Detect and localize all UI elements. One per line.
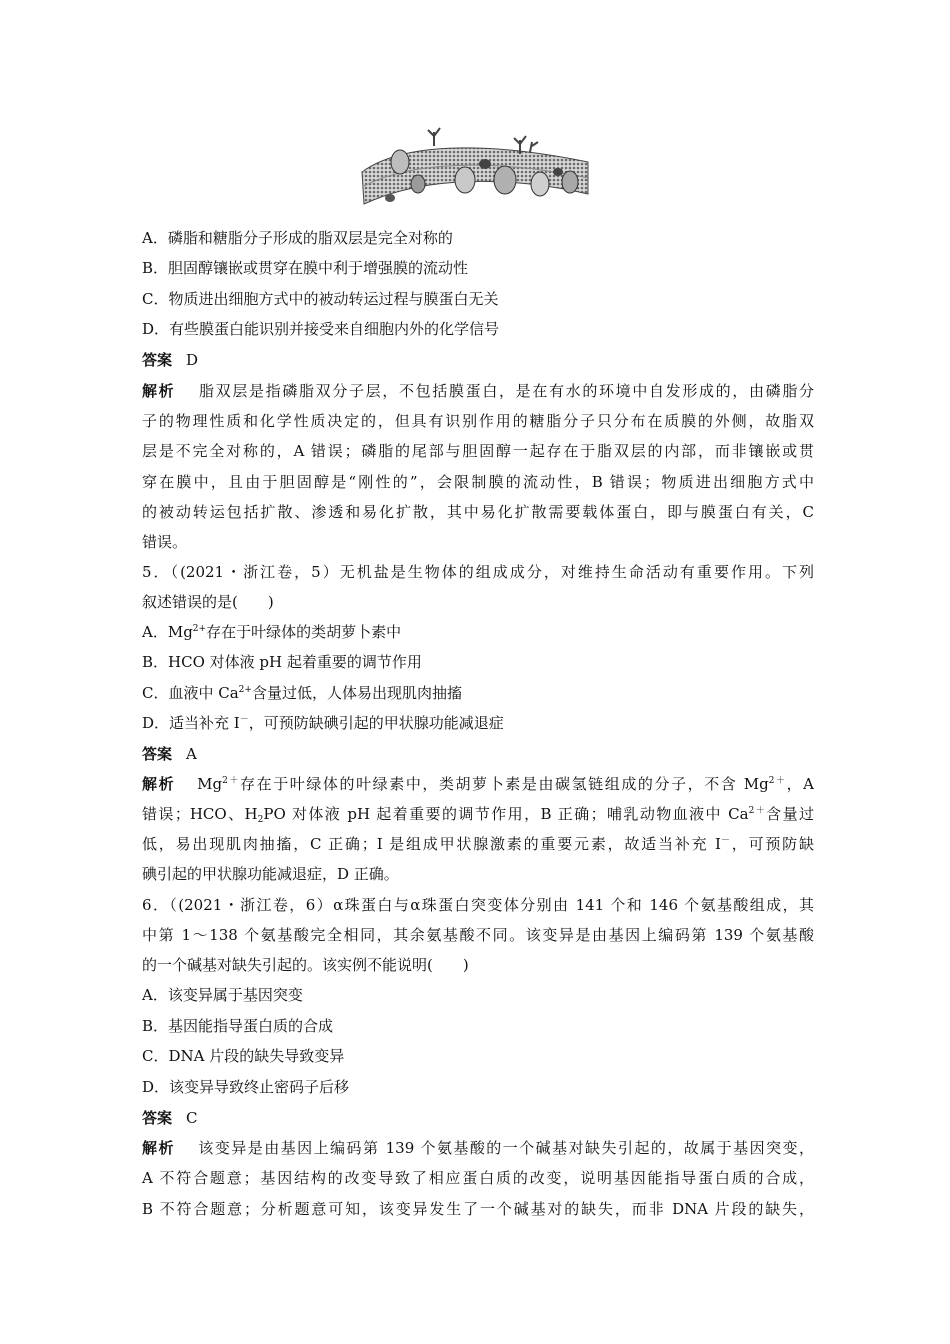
q4-option-d: D．有些膜蛋白能识别并接受来自细胞内外的化学信号 [142,320,500,338]
q4-option-c: C．物质进出细胞方式中的被动转运过程与膜蛋白无关 [142,290,499,308]
analysis-label: 解析 [142,775,176,793]
answer-value: A [186,745,197,763]
q6-stem: 的一个碱基对缺失引起的。该实例不能说明( ) [142,956,469,974]
q6-analysis-line: A 不符合题意；基因结构的改变导致了相应蛋白质的改变，说明基因能指导蛋白质的合成， [142,1169,814,1187]
q5-stem: 叙述错误的是( ) [142,593,274,611]
answer-value: C [186,1109,198,1127]
q6-option-d: D．该变异导致终止密码子后移 [142,1078,350,1096]
q6-analysis-line: B 不符合题意；分析题意可知，该变异发生了一个碱基对的缺失，而非 DNA 片段的缺失， [142,1200,814,1218]
q4-analysis-line: 错误。 [142,533,188,551]
analysis-label: 解析 [142,1139,175,1157]
q6-analysis-line: 解析 该变异是由基因上编码第 139 个氨基酸的一个碱基对缺失引起的，故属于基因突变， [142,1139,814,1157]
q5-option-a: A．$Mg^{2+}$存在于叶绿体的类胡萝卜素中 [142,623,402,641]
q4-analysis-line: 子的物理性质和化学性质决定的，但具有识别作用的糖脂分子只分布在质膜的外侧，故脂双 [142,412,814,430]
q5-option-c: C．血液中 $Ca^{2+}$含量过低，人体易出现肌肉抽搐 [142,684,462,702]
q5-analysis-line: 碘引起的甲状腺功能减退症，D 正确。 [142,865,399,883]
q4-option-a: A．磷脂和糖脂分子形成的脂双层是完全对称的 [142,229,453,247]
answer-label: 答案 [142,745,173,763]
q4-analysis-line: 层是不完全对称的，A 错误；磷脂的尾部与胆固醇一起存在于脂双层的内部，而非镶嵌或贯 [142,442,814,460]
q5-analysis-line: 低，易出现肌肉抽搐，C 正确；I 是组成甲状腺激素的重要元素，故适当补充 I－，可预防缺 [142,835,814,853]
q4-answer [142,350,814,370]
cell-membrane-figure [360,122,590,216]
q6-option-a: A．该变异属于基因突变 [142,986,303,1004]
q4-analysis-line: 解析 脂双层是指磷脂双分子层，不包括膜蛋白，是在有水的环境中自发形成的，由磷脂分 [142,382,814,400]
q6-stem: 6．（(2021・浙江卷，6）α珠蛋白与α珠蛋白突变体分别由 141 个和 146 个氨基酸组成，其 [142,896,814,914]
q6-answer [142,1108,814,1128]
analysis-label: 解析 [142,382,176,400]
answer-label: 答案 [142,351,173,369]
answer-value: D [186,351,199,369]
q5-analysis-line: 解析 $Mg^{2+}$存在于叶绿体的叶绿素中，类胡萝卜素是由碳氢链组成的分子，不含 $Mg^{2+}$，A [142,775,814,793]
q6-option-c: C．DNA 片段的缺失导致变异 [142,1047,345,1065]
q4-option-b: B．胆固醇镶嵌或贯穿在膜中利于增强膜的流动性 [142,259,469,277]
q5-stem: 5．（(2021・浙江卷，5）无机盐是生物体的组成成分，对维持生命活动有重要作用。下列 [142,563,814,581]
q6-stem: 中第 1～138 个氨基酸完全相同，其余氨基酸不同。该变异是由基因上编码第 139 个氨基酸 [142,926,814,944]
q5-option-d: D．适当补充 I－，可预防缺碘引起的甲状腺功能减退症 [142,714,504,732]
q5-answer [142,744,814,764]
answer-label: 答案 [142,1109,173,1127]
q4-analysis-line: 的被动转运包括扩散、渗透和易化扩散，其中易化扩散需要载体蛋白，即与膜蛋白有关，C [142,503,814,521]
q6-option-b: B．基因能指导蛋白质的合成 [142,1017,334,1035]
q5-analysis-line: 错误；HCO、$H_2PO$ 对体液 pH 起着重要的调节作用，B 正确；哺乳动物血液中 $Ca^{2+}$含量过 [142,805,815,825]
q4-analysis-line: 穿在膜中，且由于胆固醇是“刚性的”，会限制膜的流动性，B 错误；物质进出细胞方式中 [142,473,814,491]
q5-option-b: B．HCO 对体液 pH 起着重要的调节作用 [142,653,422,671]
